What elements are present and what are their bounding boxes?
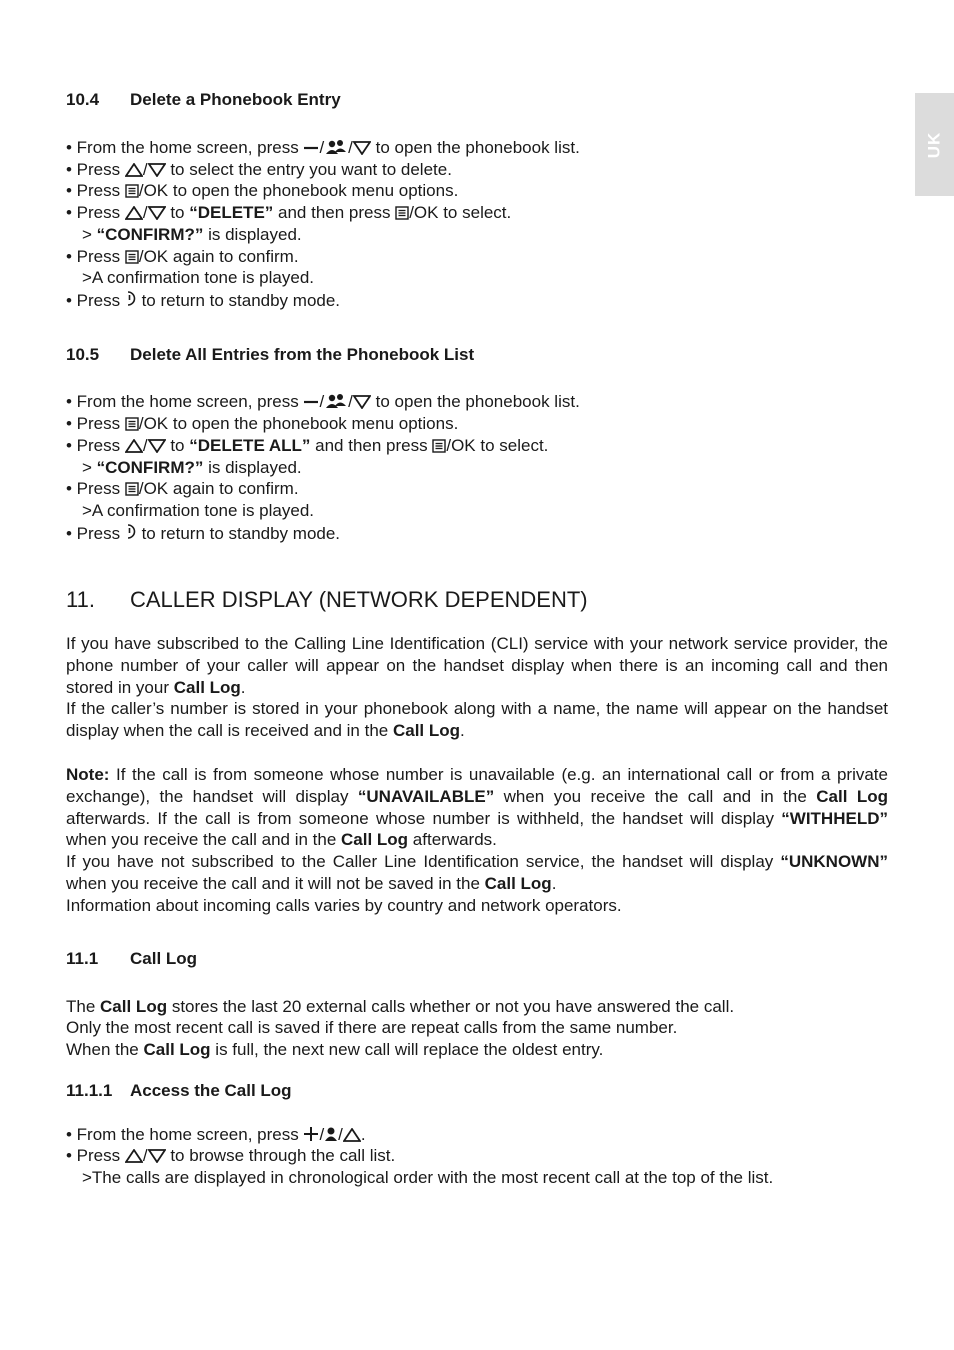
menu-icon xyxy=(432,439,446,453)
call-log-line-1: The Call Log stores the last 20 external calls whether or not you have answered the call. xyxy=(66,997,735,1016)
end-call-icon xyxy=(125,523,137,541)
section-11-1-1-heading: 11.1.1 Access the Call Log xyxy=(66,1081,292,1100)
down-arrow-icon xyxy=(148,1149,166,1163)
call-log-line-3: When the Call Log is full, the next new call will replace the oldest entry. xyxy=(66,1040,604,1059)
down-arrow-icon xyxy=(148,163,166,177)
down-arrow-icon xyxy=(353,395,371,409)
menu-icon xyxy=(125,184,139,198)
plus-icon xyxy=(303,1126,319,1142)
menu-icon xyxy=(125,482,139,496)
step-10-5-1: • From the home screen, press / / to open the phonebook list. xyxy=(66,392,580,411)
result-10-4-tone: >A confirmation tone is played. xyxy=(82,268,314,287)
minus-icon xyxy=(303,395,319,409)
up-arrow-icon xyxy=(125,439,143,453)
section-11-1-heading: 11.1 Call Log xyxy=(66,949,198,968)
section-10-4-heading: 10.4 Delete a Phonebook Entry xyxy=(66,90,341,109)
minus-icon xyxy=(303,141,319,155)
person-icon xyxy=(324,1126,338,1142)
step-10-4-4: • Press / to “DELETE” and then press /OK to select. xyxy=(66,203,512,222)
contacts-icon xyxy=(324,139,348,155)
down-arrow-icon xyxy=(353,141,371,155)
up-arrow-icon xyxy=(125,206,143,220)
step-10-5-3: • Press / to “DELETE ALL” and then press /OK to select. xyxy=(66,436,549,455)
menu-icon xyxy=(395,206,409,220)
note-paragraph: Note: If the call is from someone whose number is unavailable (e.g. an international call or from a private exchange), the handset will display “UNAVAILABLE” when you receive the call and in the Call Log afterwards. If the call is from someone whose number is withheld, the handset will display “WITHHELD” when you receive the call and in the Call Log afterwards. If you have not subscribed to the Caller Line Identification service, the handset will display “UNKNOWN” when you receive the call and it will not be saved in the Call Log. Information about incoming calls varies by country and network operators. xyxy=(66,765,888,915)
call-log-line-2: Only the most recent call is saved if there are repeat calls from the same number. xyxy=(66,1018,678,1037)
end-call-icon xyxy=(125,290,137,308)
step-10-4-6: • Press to return to standby mode. xyxy=(66,291,341,310)
contacts-icon xyxy=(324,393,348,409)
up-arrow-icon xyxy=(343,1128,361,1142)
step-11-1-1-2: • Press / to browse through the call list. xyxy=(66,1146,396,1165)
section-11-heading: 11. CALLER DISPLAY (NETWORK DEPENDENT) xyxy=(66,587,588,612)
cli-paragraph: If you have subscribed to the Calling Line Identification (CLI) service with your network service provider, the phone number of your caller will appear on the handset display when there is an incoming call and then stored in your Call Log. If the caller’s number is stored in your phonebook along with a name, the name will appear on the handset display when the call is received and in the Call Log. xyxy=(66,634,888,741)
language-tab xyxy=(915,93,954,196)
step-10-5-4: • Press /OK again to confirm. xyxy=(66,479,299,498)
language-tab-label: UK xyxy=(924,131,944,158)
menu-icon xyxy=(125,250,139,264)
down-arrow-icon xyxy=(148,206,166,220)
result-10-5-confirm: > “CONFIRM?” is displayed. xyxy=(82,458,302,477)
up-arrow-icon xyxy=(125,163,143,177)
menu-icon xyxy=(125,417,139,431)
result-11-1-1-order: >The calls are displayed in chronological order with the most recent call at the top of the list. xyxy=(82,1168,774,1187)
result-10-5-tone: >A confirmation tone is played. xyxy=(82,501,314,520)
step-10-4-2: • Press / to select the entry you want to delete. xyxy=(66,160,452,179)
section-10-5-heading: 10.5 Delete All Entries from the Phonebook List xyxy=(66,345,475,364)
step-10-4-5: • Press /OK again to confirm. xyxy=(66,247,299,266)
step-10-4-1: • From the home screen, press / / to open the phonebook list. xyxy=(66,138,580,157)
step-10-5-5: • Press to return to standby mode. xyxy=(66,524,341,543)
down-arrow-icon xyxy=(148,439,166,453)
step-10-4-3: • Press /OK to open the phonebook menu options. xyxy=(66,181,459,200)
up-arrow-icon xyxy=(125,1149,143,1163)
note-label: Note: xyxy=(66,765,110,784)
step-10-5-2: • Press /OK to open the phonebook menu options. xyxy=(66,414,459,433)
step-11-1-1-1: • From the home screen, press / / . xyxy=(66,1125,366,1144)
result-10-4-confirm: > “CONFIRM?” is displayed. xyxy=(82,225,302,244)
